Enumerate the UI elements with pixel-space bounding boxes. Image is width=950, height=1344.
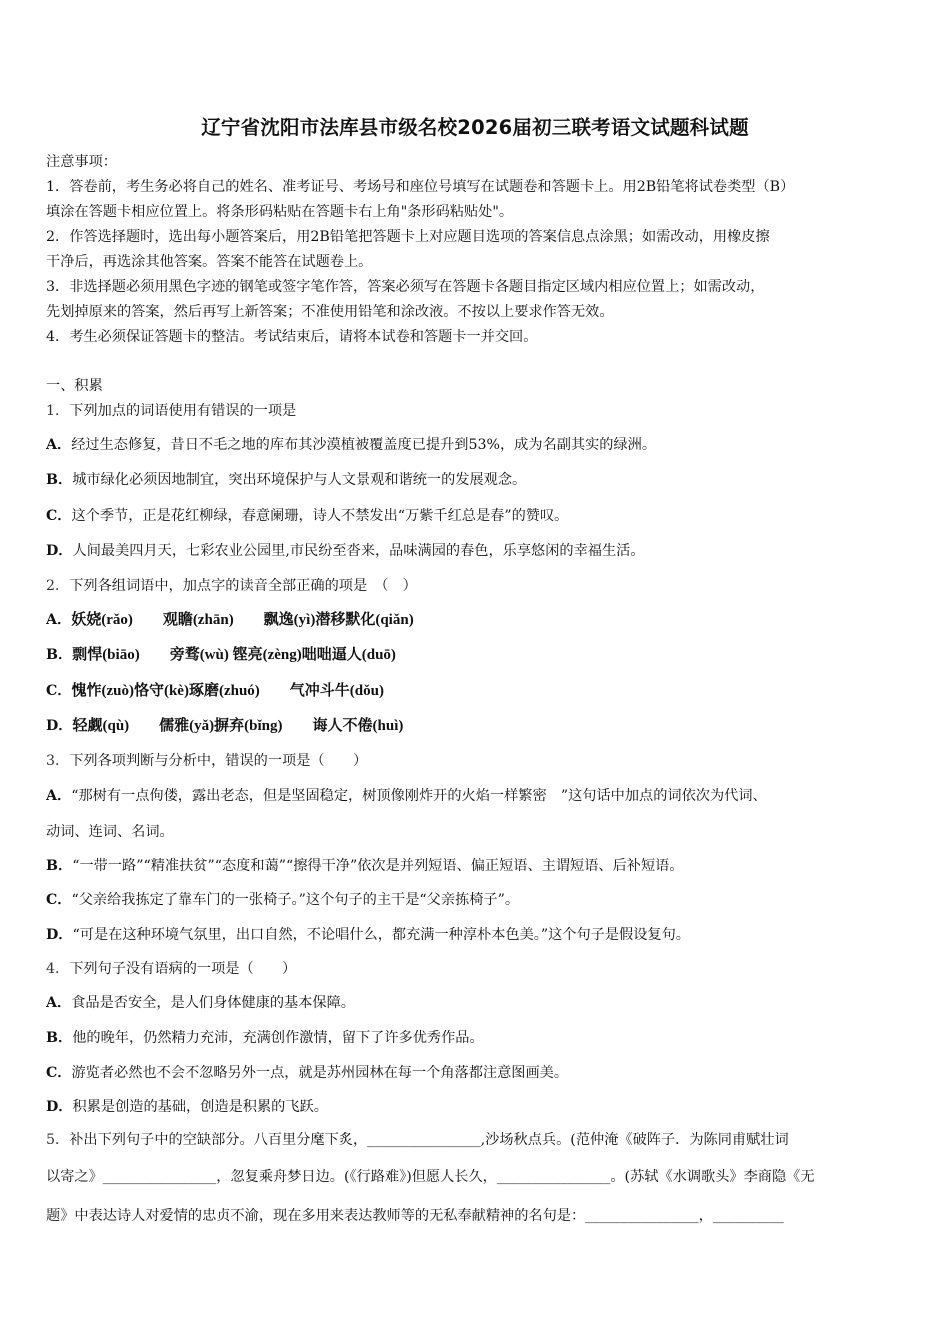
question-number: 5． <box>46 1132 70 1148</box>
question-text: 下列句子没有语病的一项是（ ） <box>69 961 297 977</box>
question-text: 下列各项判断与分析中，错误的一项是（ ） <box>69 753 368 769</box>
q4-option-a <box>46 993 908 1013</box>
option-text: 经过生态修复，昔日不毛之地的库布其沙漠植被覆盖度已提升到53%，成为名副其实的绿洲。 <box>71 437 657 453</box>
option-text: 愧怍(zuò)恪守(kè)琢磨(zhuó) 气冲斗牛(dǒu) <box>71 683 384 699</box>
notice-line: 2．作答选择题时，选出每小题答案后，用2B铅笔把答题卡上对应题目选项的答案信息点涂黑；如需改动，用橡皮擦 <box>46 229 770 245</box>
section-heading: 一、积累 <box>46 378 103 394</box>
option-label: D． <box>46 1099 73 1115</box>
option-label: B． <box>46 1030 73 1046</box>
question-1-stem <box>46 401 908 421</box>
q2-option-d <box>46 716 908 736</box>
option-text: 食品是否安全，是人们身体健康的基本保障。 <box>71 995 355 1011</box>
option-label: A． <box>46 788 72 804</box>
option-label: B． <box>46 858 73 874</box>
option-label: B． <box>46 472 73 488</box>
option-text: 妖娆(rǎo) 观瞻(zhān) 飘逸(yì)潜移默化(qiǎn) <box>71 612 414 628</box>
question-number: 2． <box>46 578 70 594</box>
question-number: 3． <box>46 753 70 769</box>
q2-option-b <box>46 645 908 665</box>
option-text: 游览者必然也不会不忽略另外一点，就是苏州园林在每一个角落都注意图画美。 <box>71 1065 569 1081</box>
q3-option-d <box>46 925 908 945</box>
option-text: 人间最美四月天，七彩农业公园里,市民纷至沓来，品味满园的春色，乐享悠闲的幸福生活。 <box>72 543 645 559</box>
q3-option-b <box>46 856 908 876</box>
q4-option-d <box>46 1097 908 1117</box>
question-5-line-3: 题》中表达诗人对爱情的忠贞不渝，现在多用来表达教师等的无私奉献精神的名句是：________________，__________ <box>46 1208 784 1224</box>
question-text: 下列各组词语中，加点字的读音全部正确的项是 （ ） <box>69 578 417 594</box>
option-label: D． <box>46 718 73 734</box>
option-text: “那树有一点佝偻，露出老态，但是坚固稳定，树顶像刚炸开的火焰一样繁密 ”这句话中加点的词依次为代词、 <box>71 788 767 804</box>
notice-line: 先划掉原来的答案，然后再写上新答案；不准使用铅笔和涂改液。不按以上要求作答无效。 <box>46 304 614 320</box>
q4-option-c <box>46 1063 908 1083</box>
question-5-line-1 <box>46 1130 908 1150</box>
notice-line: 3．非选择题必须用黑色字迹的钢笔或签字笔作答，答案必须写在答题卡各题目指定区域内相应位置上；如需改动， <box>46 279 765 295</box>
option-text: “父亲给我拣定了靠车门的一张椅子。”这个句子的主干是“父亲拣椅子”。 <box>71 892 520 908</box>
question-number: 1． <box>46 403 70 419</box>
option-label: D． <box>46 927 73 943</box>
option-text: “一带一路”“精准扶贫”“态度和蔼”“擦得干净”依次是并列短语、偏正短语、主谓短语、后补短语。 <box>72 858 684 874</box>
document-title: 辽宁省沈阳市法库县市级名校2026届初三联考语文试题科试题 <box>201 116 749 139</box>
question-text: 下列加点的词语使用有错误的一项是 <box>69 403 297 419</box>
notice-line: 4．考生必须保证答题卡的整洁。考试结束后，请将本试卷和答题卡一并交回。 <box>46 329 538 345</box>
option-label: C． <box>46 508 72 524</box>
notice-heading: 注意事项： <box>46 154 117 170</box>
q3-option-a <box>46 786 908 806</box>
q1-option-b <box>46 470 908 490</box>
q1-option-c <box>46 506 908 526</box>
option-text: 积累是创造的基础，创造是积累的飞跃。 <box>72 1099 328 1115</box>
option-text: 城市绿化必须因地制宜，突出环境保护与人文景观和谐统一的发展观念。 <box>72 472 527 488</box>
question-3-stem <box>46 751 908 771</box>
q1-option-d <box>46 541 908 561</box>
question-4-stem <box>46 959 908 979</box>
option-label: A． <box>46 995 72 1011</box>
q2-option-a <box>46 610 908 630</box>
option-text: “可是在这种环境气氛里，出口自然，不论唱什么，都充满一种淳朴本色美。”这个句子是假设复句。 <box>72 927 690 943</box>
option-text: 他的晚年，仍然精力充沛，充满创作激情，留下了许多优秀作品。 <box>72 1030 484 1046</box>
option-label: D． <box>46 543 73 559</box>
option-label: A． <box>46 612 72 628</box>
q3-option-a-continued: 动词、连词、名词。 <box>46 824 174 840</box>
question-2-stem <box>46 576 908 596</box>
option-label: C． <box>46 683 72 699</box>
question-5-line-2: 以寄之》________________，忽复乘舟梦日边。(《行路难》)但愿人长久，________________。(苏轼《水调歌头》李商隐《无 <box>46 1169 815 1185</box>
option-label: B． <box>46 647 73 663</box>
notice-line: 填涂在答题卡相应位置上。将条形码粘贴在答题卡右上角"条形码粘贴处"。 <box>46 204 514 220</box>
option-label: A． <box>46 437 72 453</box>
q3-option-c <box>46 890 908 910</box>
q2-option-c <box>46 681 908 701</box>
option-text: 剽悍(biāo) 旁骛(wù) 铿亮(zèng)咄咄逼人(duō) <box>72 647 396 663</box>
question-number: 4． <box>46 961 70 977</box>
option-label: C． <box>46 892 72 908</box>
option-label: C． <box>46 1065 72 1081</box>
option-text: 这个季节，正是花红柳绿，春意阑珊，诗人不禁发出“万紫千红总是春”的赞叹。 <box>71 508 569 524</box>
q1-option-a <box>46 435 908 455</box>
notice-line: 干净后，再选涂其他答案。答案不能答在试题卷上。 <box>46 254 373 270</box>
q4-option-b <box>46 1028 908 1048</box>
notice-line: 1．答卷前，考生务必将自己的姓名、准考证号、考场号和座位号填写在试题卷和答题卡上。用2B铅笔将试卷类型（B） <box>46 179 795 195</box>
option-text: 轻觑(qù) 儒雅(yǎ)摒弃(bǐng) 诲人不倦(huì) <box>72 718 404 734</box>
question-text: 补出下列句子中的空缺部分。八百里分麾下炙，________________,沙场秋点兵。(范仲淹《破阵子．为陈同甫赋壮词 <box>69 1132 789 1148</box>
